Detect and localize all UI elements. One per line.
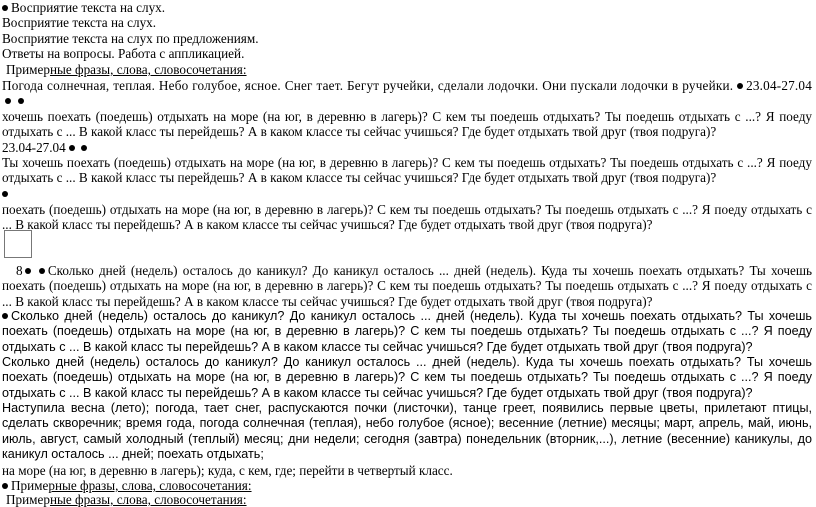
question-block-6: Сколько дней (недель) осталось до каникул? До каникул осталось ... дней (недель). Куда ты хочешь поехать отдыхать? Ты хочешь поехать (поедешь) отдыхать на море (на юг, в деревню в лагерь)? С кем ты поедешь отдыхать? Ты поедешь отдыхать с ...? Я поеду отдыхать с ... В какой класс ты перейдешь? А в каком классе ты сейчас учишься? Где будет отдыхать твой друг (твоя подруга)? <box>2 355 812 400</box>
date-line: 23.04-27.04 <box>2 140 814 155</box>
vocabulary-tail: на море (на юг, в деревню в лагерь); куда, с кем, где; перейти в четвертый класс. <box>2 463 453 478</box>
phrases-heading: Примерные фразы, слова, словосочетания: <box>6 62 247 77</box>
question-block-4: 8 Сколько дней (недель) осталось до каникул? До каникул осталось ... дней (недель). Куда ты хочешь поехать отдыхать? Ты хочешь поехать (поедешь) отдыхать на море (на юг, в деревню в лагерь)? С кем ты поедешь отдыхать? Ты поедешь отдыхать с ...? Я поеду отдыхать с ... В какой класс ты перейдешь? А в каком классе ты сейчас учишься? Где будет отдыхать твой друг (твоя подруга)? <box>2 263 813 309</box>
bullet-icon <box>2 191 8 197</box>
bullet-icon <box>81 145 87 151</box>
bullet-icon <box>2 313 8 319</box>
empty-frame <box>4 230 32 258</box>
question-block-5: Сколько дней (недель) осталось до каникул? До каникул осталось ... дней (недель). Куда ты хочешь поехать отдыхать? Ты хочешь поехать (поедешь) отдыхать на море (на юг, в деревню в лагерь)? С кем ты поедешь отдыхать? Ты поедешь отдыхать с ...? Я поеду отдыхать с ... В какой класс ты перейдешь? А в каком классе ты сейчас учишься? Где будет отдыхать твой друг (твоя подруга)? <box>2 309 812 354</box>
header-line-2: Восприятие текста на слух. <box>2 15 157 30</box>
bullet-icon <box>39 268 45 274</box>
story-paragraph: Погода солнечная, теплая. Небо голубое, ясное. Снег тает. Бегут ручейки, сделали лодочки. Они пускали лодочки в ручейки. 23.04-27.04 <box>2 78 812 109</box>
phrases-heading-3: Примерные фразы, слова, словосочетания: <box>6 492 247 507</box>
bullet-icon <box>69 145 75 151</box>
bullet-icon <box>18 98 24 104</box>
vocabulary-block: Наступила весна (лето); погода, тает снег, распускаются почки (листочки), танце греет, появились первые цветы, прилетают птицы, сделать скворечник; время года, погода солнечная (теплая), небо голубое (ясное); весенние (летние) месяцы; март, апрель, май, июнь, июль, август, самый холодный (теплый) месяц; дни недели; сегодня (завтра) понедельник (вторник,...), летние (весенние) каникулы, до каникул осталось ... дней; поехать отдыхать; <box>2 401 812 462</box>
bullet-icon <box>737 83 743 89</box>
header-line-4: Ответы на вопросы. Работа с аппликацией. <box>2 46 245 61</box>
question-block-1: хочешь поехать (поедешь) отдыхать на море (на юг, в деревню в лагерь)? С кем ты поедешь отдыхать? Ты поедешь отдыхать с ...? Я поеду отдыхать с ... В какой класс ты перейдешь? А в каком классе ты сейчас учишься? Где будет отдыхать твой друг (твоя подруга)? <box>2 109 812 140</box>
bullet-icon <box>5 98 11 104</box>
bullet-icon <box>25 268 31 274</box>
question-block-3: поехать (поедешь) отдыхать на море (на юг, в деревню в лагерь)? С кем ты поедешь отдыхать? Ты поедешь отдыхать с ...? Я поеду отдыхать с ... В какой класс ты перейдешь? А в каком классе ты сейчас учишься? Где будет отдыхать твой друг (твоя подруга)? <box>2 202 812 233</box>
question-block-2: Ты хочешь поехать (поедешь) отдыхать на море (на юг, в деревню в лагерь)? С кем ты поедешь отдыхать? Ты поедешь отдыхать с ...? Я поеду отдыхать с ... В какой класс ты перейдешь? А в каком классе ты сейчас учишься? Где будет отдыхать твой друг (твоя подруга)? <box>2 155 812 186</box>
header-line-3: Восприятие текста на слух по предложениям. <box>2 31 259 46</box>
bullet-icon <box>2 483 8 489</box>
bullet-line <box>2 186 814 201</box>
bullet-icon <box>2 5 8 11</box>
header-line-1: Восприятие текста на слух. <box>2 0 814 15</box>
phrases-heading-2: Примерные фразы, слова, словосочетания: <box>2 478 814 493</box>
